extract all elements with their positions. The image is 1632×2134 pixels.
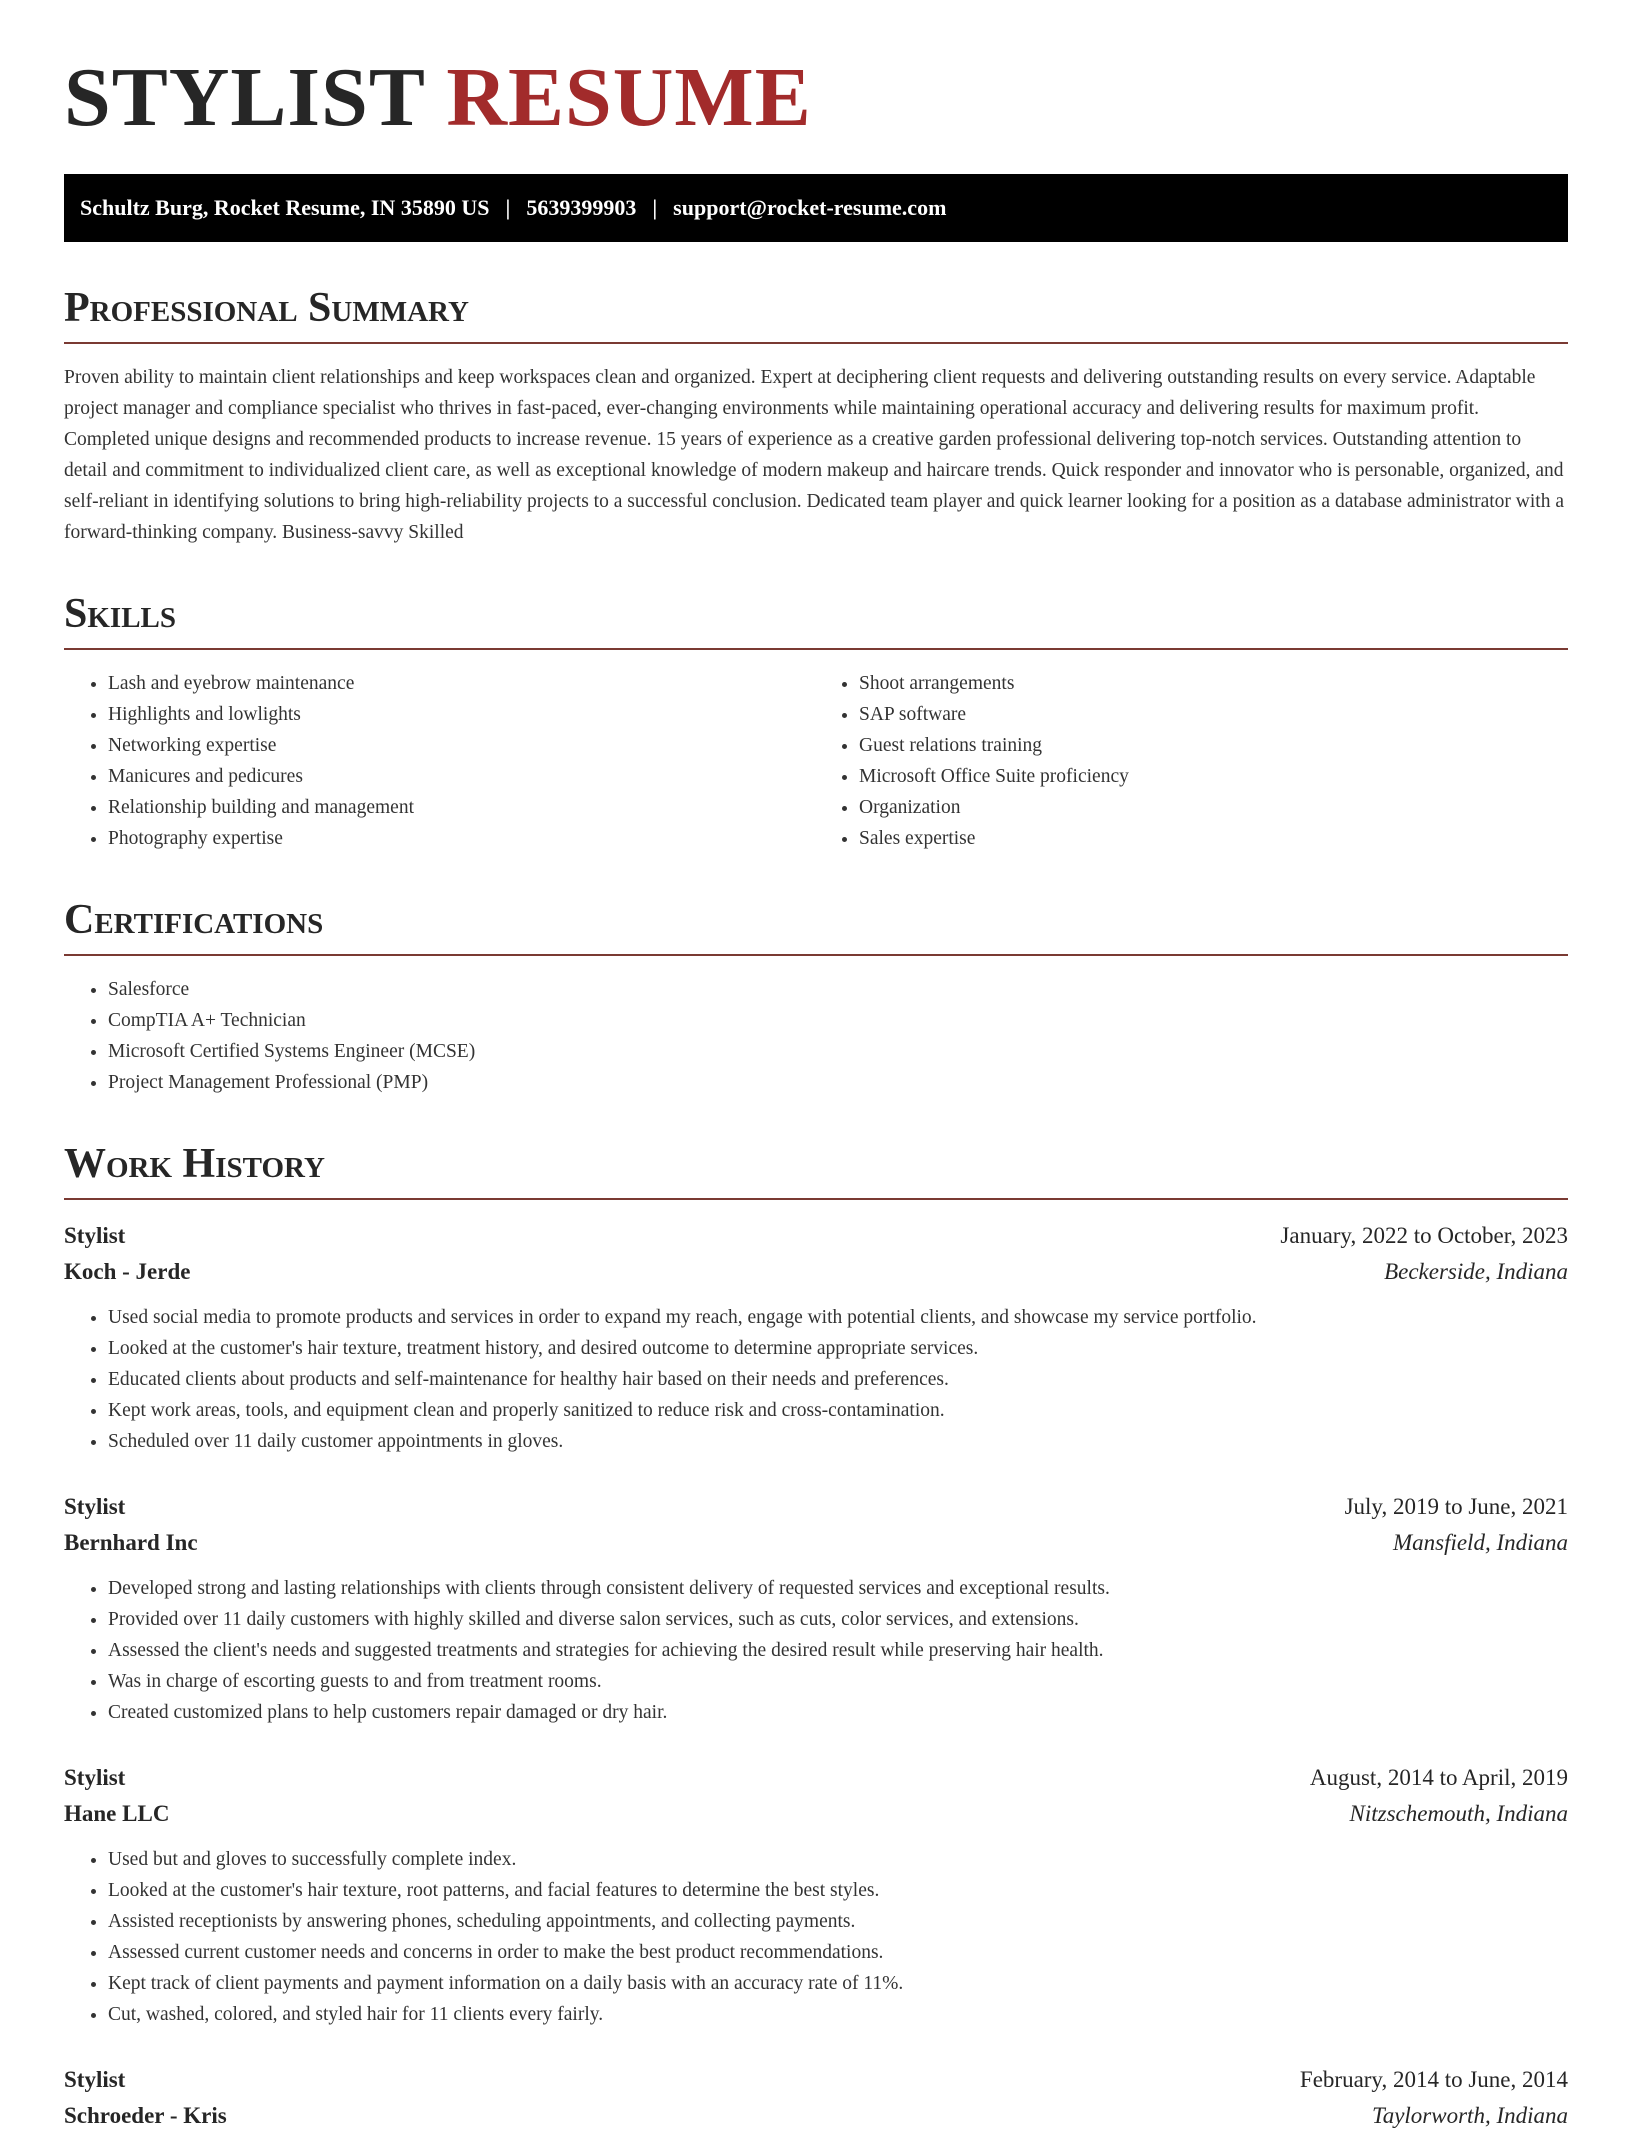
job-dates: July, 2019 to June, 2021 [1344,1494,1568,1520]
skill-item: • Relationship building and management [108,792,817,823]
job-bullets [64,1573,1568,1728]
job-bullet: • Assessed current customer needs and concerns in order to make the best product recommendations. [108,1937,1568,1968]
skill-item: • Shoot arrangements [859,668,1568,699]
job-bullet: • Kept track of client payments and payment information on a daily basis with an accuracy rate of 11%. [108,1968,1568,1999]
job-location: Taylorworth, Indiana [1372,2103,1568,2129]
job-company: Koch - Jerde [64,1259,191,1285]
job-entry [64,1760,1568,2030]
job-bullet: • Looked at the customer's hair texture, root patterns, and facial features to determine the best styles. [108,1875,1568,1906]
skill-item: • SAP software [859,699,1568,730]
certifications-list [64,974,1568,1098]
skill-item: • Manicures and pedicures [108,761,817,792]
certification-item: • Microsoft Certified Systems Engineer (MCSE) [108,1036,1568,1067]
certification-item: • Salesforce [108,974,1568,1005]
skill-item: • Networking expertise [108,730,817,761]
job-title: Stylist [64,1223,126,1249]
job-company-row [64,1254,1568,1290]
job-bullet: • Cut, washed, colored, and styled hair for 11 clients every fairly. [108,1999,1568,2030]
job-company: Bernhard Inc [64,1530,198,1556]
job-dates: August, 2014 to April, 2019 [1309,1765,1568,1791]
skills-list-right [817,668,1568,854]
job-bullet: • Assisted receptionists by answering phones, scheduling appointments, and collecting payments. [108,1906,1568,1937]
job-dates: February, 2014 to June, 2014 [1299,2067,1568,2093]
skills-section [64,592,1568,854]
skill-item: • Microsoft Office Suite proficiency [859,761,1568,792]
work-history-section [64,1142,1568,2134]
job-bullet: • Developed strong and lasting relationships with clients through consistent delivery of requested services and exceptional results. [108,1573,1568,1604]
summary-text: Proven ability to maintain client relationships and keep workspaces clean and organized. Expert at deciphering client requests and delivering outstanding results on every service. Adaptable project manager and compliance specialist who thrives in fast-paced, ever-changing environments while maintaining operational accuracy and delivering results for maximum profit. Completed unique designs and recommended products to increase revenue. 15 years of experience as a creative garden professional delivering top-notch services. Outstanding attention to detail and commitment to individualized client care, as well as exceptional knowledge of modern makeup and haircare trends. Quick responder and innovator who is personable, organized, and self-reliant in identifying solutions to bring high-reliability projects to a successful conclusion. Dedicated team player and quick learner looking for a position as a database administrator with a forward-thinking company. Business-savvy Skilled [64,367,1564,544]
job-bullet: • Scheduled over 11 daily customer appointments in gloves. [108,1426,1568,1457]
contact-separator: | [505,195,511,220]
job-company-row [64,2098,1568,2134]
title-main: STYLIST [64,51,425,144]
job-location: Beckerside, Indiana [1384,1259,1568,1285]
title-accent: RESUME [446,51,812,144]
contact-email[interactable]: support@rocket-resume.com [673,195,947,220]
job-location: Nitzschemouth, Indiana [1349,1801,1568,1827]
job-company-row [64,1525,1568,1561]
job-company: Hane LLC [64,1801,170,1827]
contact-phone[interactable]: 5639399903 [526,195,637,220]
job-dates: January, 2022 to October, 2023 [1280,1223,1568,1249]
job-bullet: • Assessed the client's needs and suggested treatments and strategies for achieving the desired result while preserving hair health. [108,1635,1568,1666]
certifications-section [64,898,1568,1098]
job-bullet: • Used but and gloves to successfully complete index. [108,1844,1568,1875]
certifications-heading: Certifications [64,898,1568,956]
skill-item: • Highlights and lowlights [108,699,817,730]
job-company: Schroeder - Kris [64,2103,227,2129]
contact-bar [64,174,1568,242]
summary-section [64,286,1568,548]
skills-heading: Skills [64,592,1568,650]
job-title-row [64,2062,1568,2098]
job-bullet: • Provided over 11 daily customers with highly skilled and diverse salon services, such as cuts, color services, and extensions. [108,1604,1568,1635]
job-bullets [64,1302,1568,1457]
job-bullet: • Used social media to promote products and services in order to expand my reach, engage with potential clients, and showcase my service portfolio. [108,1302,1568,1333]
job-bullet: • Created customized plans to help customers repair damaged or dry hair. [108,1697,1568,1728]
skill-item: • Photography expertise [108,823,817,854]
certification-item: • CompTIA A+ Technician [108,1005,1568,1036]
job-bullet: • Looked at the customer's hair texture, treatment history, and desired outcome to determine appropriate services. [108,1333,1568,1364]
contact-separator: | [652,195,658,220]
work-history-heading: Work History [64,1142,1568,1200]
job-title-row [64,1760,1568,1796]
job-title-row [64,1218,1568,1254]
job-bullet: • Educated clients about products and self-maintenance for healthy hair based on their needs and preferences. [108,1364,1568,1395]
job-bullet: • Was in charge of escorting guests to and from treatment rooms. [108,1666,1568,1697]
job-title: Stylist [64,2067,126,2093]
skill-item: • Lash and eyebrow maintenance [108,668,817,699]
certification-item: • Project Management Professional (PMP) [108,1067,1568,1098]
job-entry [64,1218,1568,1457]
job-title: Stylist [64,1765,126,1791]
skill-item: • Sales expertise [859,823,1568,854]
job-bullet: • Kept work areas, tools, and equipment clean and properly sanitized to reduce risk and cross-contamination. [108,1395,1568,1426]
job-entry [64,2062,1568,2134]
summary-heading: Professional Summary [64,286,1568,344]
job-location: Mansfield, Indiana [1392,1530,1568,1556]
skill-item: • Guest relations training [859,730,1568,761]
job-title-row [64,1489,1568,1525]
skills-list-left [64,668,817,854]
job-company-row [64,1796,1568,1832]
contact-address: Schultz Burg, Rocket Resume, IN 35890 US [80,195,490,220]
skills-grid [64,668,1568,854]
job-bullets [64,1844,1568,2030]
job-entry [64,1489,1568,1728]
resume-title [64,0,1568,158]
job-title: Stylist [64,1494,126,1520]
skill-item: • Organization [859,792,1568,823]
